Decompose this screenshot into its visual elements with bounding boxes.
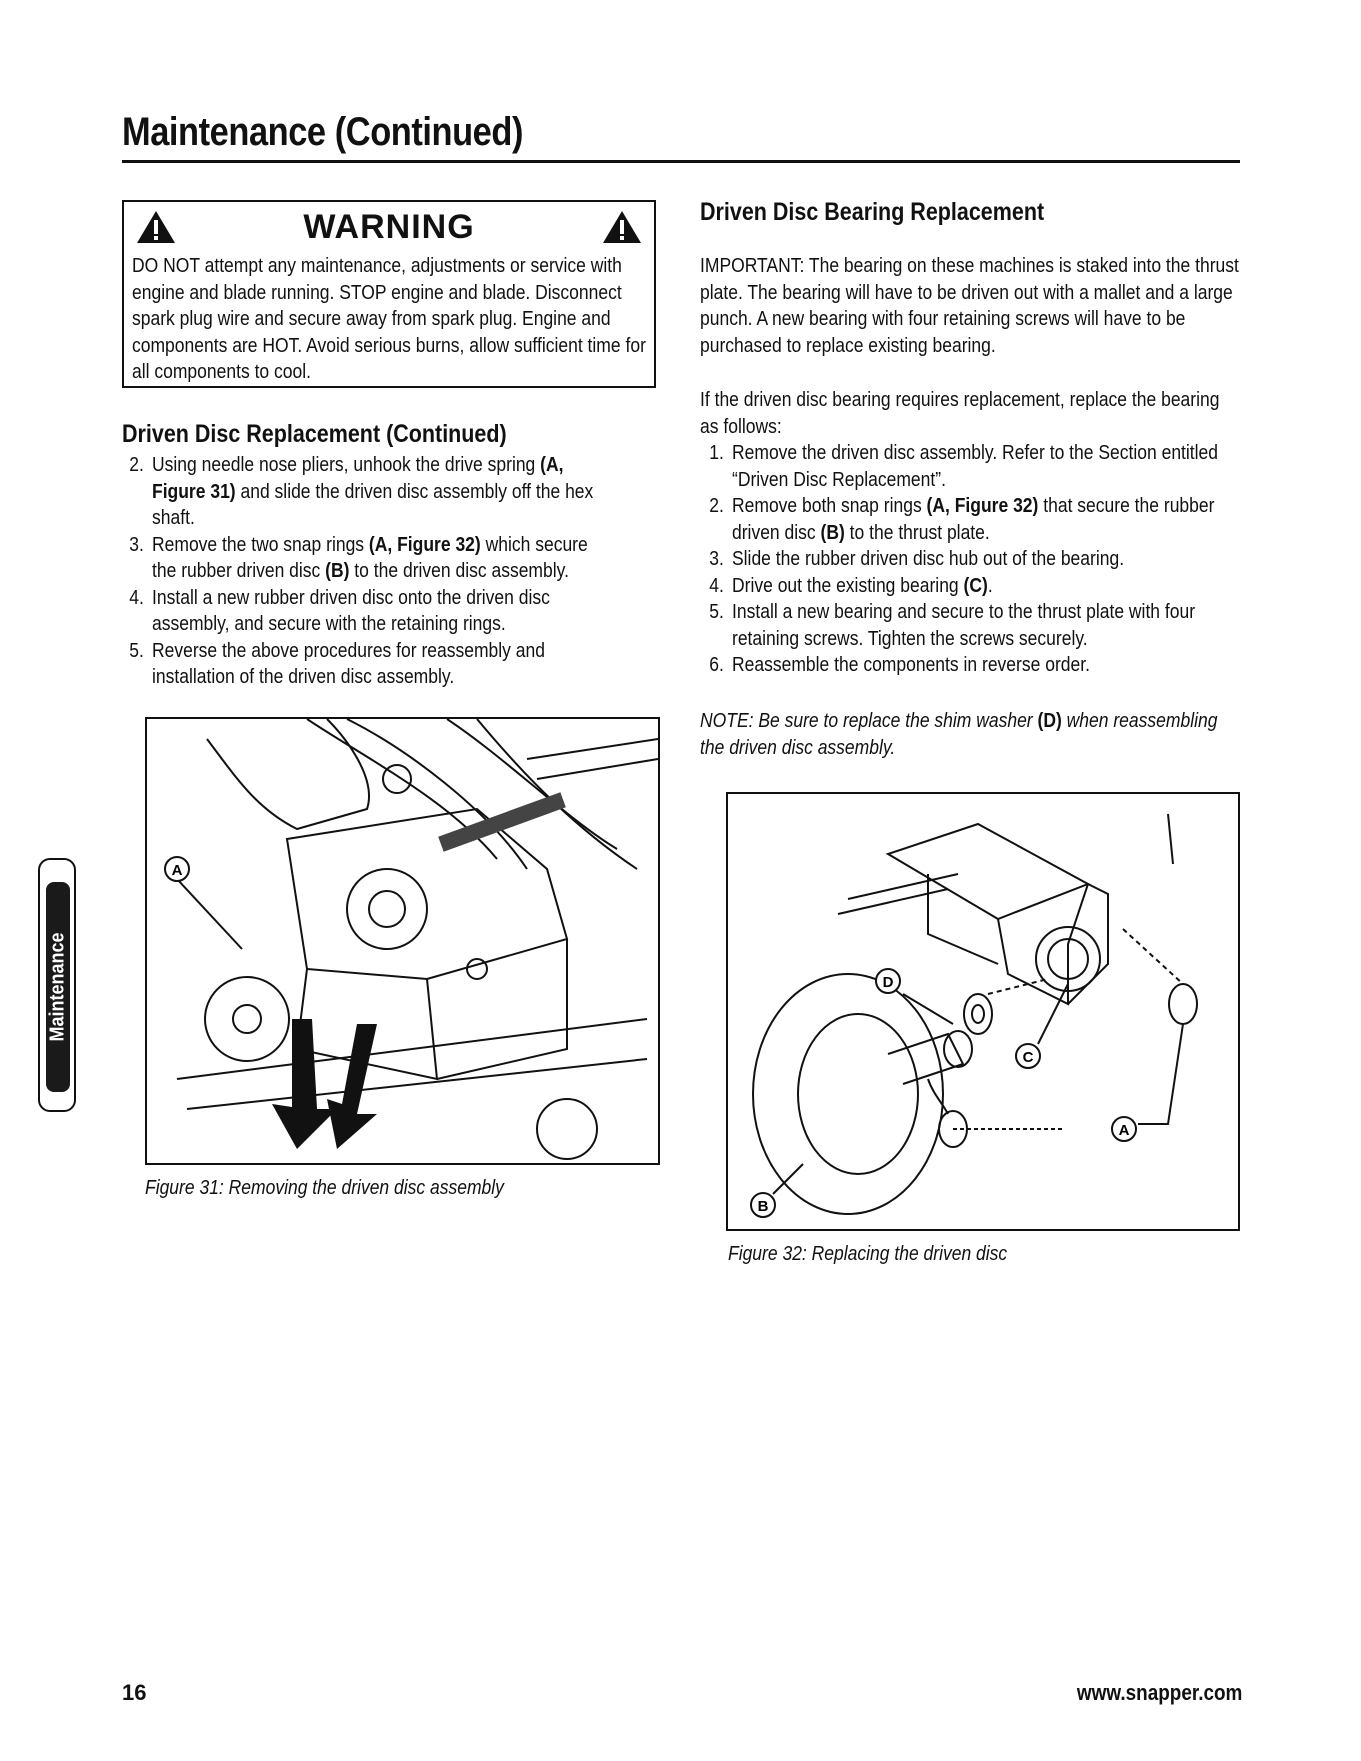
warning-triangle-icon — [602, 210, 642, 244]
list-item: 3. Remove the two snap rings (A, Figure 32) which secure the rubber driven disc (B) to the driven disc assembly. — [129, 533, 588, 582]
list-item: 1. Remove the driven disc assembly. Refer to the Section entitled “Driven Disc Replacement”. — [709, 442, 1219, 491]
important-paragraph: IMPORTANT: The bearing on these machines is staked into the thrust plate. The bearing will have to be driven out with a mallet and a large punch. A new bearing with four retaining screws will have to be purchased to replace existing bearing. — [700, 255, 1239, 357]
warning-box — [122, 200, 656, 388]
callout-c — [1016, 1044, 1040, 1068]
title-divider — [122, 160, 1240, 163]
callout-d — [876, 969, 900, 993]
callout-a — [1112, 1117, 1136, 1141]
list-item: 2. Using needle nose pliers, unhook the drive spring (A, Figure 31) and slide the driven disc assembly off the hex shaft. — [129, 454, 594, 529]
section-heading-driven-disc-replacement: Driven Disc Replacement (Continued) — [122, 420, 507, 448]
page-title: Maintenance (Continued) — [122, 110, 524, 154]
list-item: 2. Remove both snap rings (A, Figure 32) that secure the rubber driven disc (B) to the thrust plate. — [709, 495, 1215, 544]
svg-text:C: C — [1022, 1049, 1034, 1066]
list-item: 6. Reassemble the components in reverse order. — [709, 654, 1090, 676]
list-item: 4. Drive out the existing bearing (C). — [709, 574, 993, 597]
driven-disc-steps — [124, 452, 597, 691]
figure-31-illustration — [145, 717, 660, 1165]
page-number: 16 — [122, 1680, 147, 1705]
driven-disc-exploded-drawing — [728, 794, 1238, 1229]
warning-text: DO NOT attempt any maintenance, adjustments or service with engine and blade running. STOP engine and blade. Disconnect spark plug wire and secure away from spark plug. Engine and components are HOT. Avoid serious burns, allow sufficient time for all components to cool. — [132, 255, 646, 383]
intro-paragraph: If the driven disc bearing requires replacement, replace the bearing as follows: — [700, 389, 1220, 438]
svg-text:D: D — [882, 974, 894, 991]
list-item: 5. Reverse the above procedures for reassembly and installation of the driven disc assembly. — [129, 639, 545, 688]
svg-text:B: B — [757, 1198, 769, 1215]
side-tab-label: Maintenance — [46, 932, 69, 1042]
figure-32-caption: Figure 32: Replacing the driven disc — [728, 1243, 1008, 1265]
svg-text:A: A — [1118, 1122, 1130, 1139]
list-item: 4. Install a new rubber driven disc onto the driven disc assembly, and secure with the retaining rings. — [129, 586, 550, 635]
list-item: 3. Slide the rubber driven disc hub out of the bearing. — [709, 548, 1125, 570]
list-item: 5. Install a new bearing and secure to the thrust plate with four retaining screws. Tighten the screws securely. — [709, 601, 1196, 650]
section-heading-bearing-replacement: Driven Disc Bearing Replacement — [700, 198, 1045, 226]
figure-32-illustration — [726, 792, 1240, 1231]
figure-31-caption: Figure 31: Removing the driven disc assembly — [145, 1177, 504, 1199]
svg-text:A: A — [171, 862, 183, 879]
footer-url: www.snapper.com — [1076, 1680, 1242, 1705]
note-paragraph: NOTE: Be sure to replace the shim washer (D) when reassembling the driven disc assembly. — [700, 710, 1218, 759]
callout-a-figure31 — [165, 857, 189, 881]
callout-b — [751, 1193, 775, 1217]
driven-disc-assembly-drawing — [147, 719, 658, 1163]
bearing-steps — [704, 440, 1247, 679]
warning-heading: WARNING — [303, 208, 475, 246]
